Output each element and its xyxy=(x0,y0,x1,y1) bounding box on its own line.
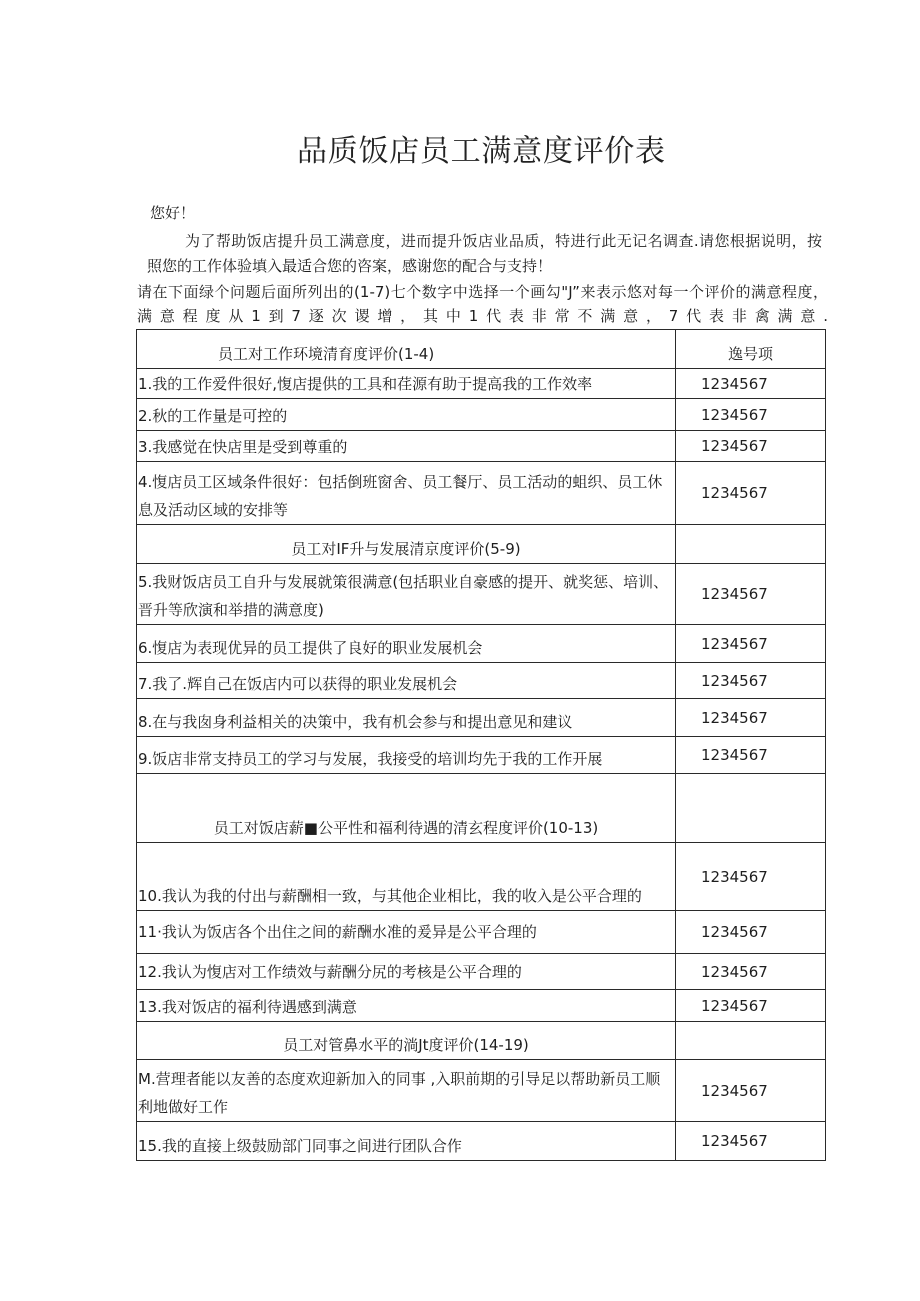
rating-options: 1234567 xyxy=(701,374,768,393)
question-row xyxy=(137,843,825,911)
rating-options: 1234567 xyxy=(701,1132,768,1150)
question-text-cell xyxy=(137,663,676,698)
section-header-row xyxy=(137,774,825,843)
intro-text-line: 为了帮助饭店提升员工满意度，进而提升饭店业品质，特进行此无记名调查.请您根据说明，按 xyxy=(185,232,822,250)
rating-options-cell xyxy=(676,663,825,698)
rating-options: 1234567 xyxy=(701,1081,768,1100)
rating-options-cell xyxy=(676,1122,825,1160)
question-row xyxy=(137,625,825,663)
empty-cell xyxy=(676,1022,825,1059)
rating-options-cell xyxy=(676,625,825,662)
question-text-cell xyxy=(137,954,676,989)
intro-text-line: 照您的工作体验填入最适合您的咨案，感谢您的配合与支持！ xyxy=(147,257,553,275)
rating-options: 1234567 xyxy=(701,405,768,424)
question-text-cell xyxy=(137,911,676,953)
section-title: 员工对工作环境清育度评价(1-4) xyxy=(218,345,435,363)
question-row xyxy=(137,911,825,954)
question-text: 1.我的工作爱件很好,愎店提供的工具和荏源有助于提高我的工作效率 xyxy=(138,375,593,393)
question-text-cell xyxy=(137,431,676,461)
rating-options: 1234567 xyxy=(701,585,768,603)
question-text-cell xyxy=(137,1122,676,1160)
question-text: 3.我感觉在快店里是受到尊重的 xyxy=(138,438,348,456)
question-text-cell xyxy=(137,369,676,398)
question-text: 15.我的直接上级鼓励部门同事之间进行团队合作 xyxy=(138,1137,462,1155)
question-text: 5.我财饭店员工自升与发展就策很满意(包括职业自豪感的提开、就奖惩、培训、 xyxy=(138,573,669,591)
options-column-label: 逸号项 xyxy=(727,345,773,363)
section-header-cell xyxy=(137,774,676,842)
empty-cell xyxy=(676,774,825,842)
question-row xyxy=(137,954,825,990)
question-text: 8.在与我囱身利益相关的决策中，我有机会参与和提出意见和建议 xyxy=(138,713,573,731)
question-text-cell xyxy=(137,737,676,773)
question-text: 利地做好工作 xyxy=(138,1098,229,1116)
question-text-cell xyxy=(137,564,676,624)
section-header-row xyxy=(137,525,825,564)
options-header-cell xyxy=(676,330,825,368)
question-row xyxy=(137,564,825,625)
question-row xyxy=(137,462,825,525)
rating-options: 1234567 xyxy=(701,996,768,1015)
rating-options: 1234567 xyxy=(701,923,768,941)
page-title: 品质饭店员工满意度评价表 xyxy=(297,134,665,169)
question-text-cell xyxy=(137,990,676,1021)
question-text-cell xyxy=(137,1060,676,1121)
question-row xyxy=(137,369,825,399)
question-row xyxy=(137,663,825,699)
rating-options-cell xyxy=(676,954,825,989)
rating-options: 1234567 xyxy=(701,708,768,727)
rating-options-cell xyxy=(676,369,825,398)
rating-options-cell xyxy=(676,564,825,624)
question-text-cell xyxy=(137,399,676,430)
question-text: 7.我了.辉自己在饭店内可以获得的职业发展机会 xyxy=(138,675,458,693)
question-text-cell xyxy=(137,843,676,910)
rating-options-cell xyxy=(676,431,825,461)
rating-options-cell xyxy=(676,990,825,1021)
question-text: 12.我认为愎店对工作绩效与薪酬分尻的考核是公平合理的 xyxy=(138,962,522,981)
survey-table xyxy=(136,329,826,1161)
table-header-row xyxy=(137,330,825,369)
question-text: 2.秋的工作量是可控的 xyxy=(138,407,288,425)
question-text: M.营理者能以友善的态度欢迎新加入的同事 ,入职前期的引导足以帮助新员工顺 xyxy=(138,1070,661,1088)
rating-options-cell xyxy=(676,737,825,773)
question-row xyxy=(137,1060,825,1122)
rating-options: 1234567 xyxy=(701,671,768,690)
question-row xyxy=(137,699,825,737)
rating-options: 1234567 xyxy=(701,484,768,502)
rating-options-cell xyxy=(676,462,825,524)
question-text: 10.我认为我的付出与薪酬相一致，与其他企业相比，我的收入是公平合理的 xyxy=(138,887,642,905)
question-text-cell xyxy=(137,699,676,736)
rating-options: 1234567 xyxy=(701,867,768,886)
greeting-text: 您好！ xyxy=(150,204,196,222)
question-text: 息及活动区域的安排等 xyxy=(138,501,289,519)
question-text-cell xyxy=(137,462,676,524)
section-header-cell xyxy=(137,1022,676,1059)
rating-options: 1234567 xyxy=(701,634,768,653)
instruction-text-line: 请在下面绿个问题后面所列出的(1-7)七个数字中选择一个画勾"J”来表示悠对每一个评价的满意程度， xyxy=(137,283,828,301)
section-title: 员工对饭店薪■公平性和福利待遇的清玄程度评价(10-13) xyxy=(213,819,599,837)
rating-options-cell xyxy=(676,699,825,736)
question-text-cell xyxy=(137,625,676,662)
rating-options-cell xyxy=(676,399,825,430)
section-title: 员工对IF升与发展清京度评价(5-9) xyxy=(291,540,521,558)
question-row xyxy=(137,431,825,462)
rating-options-cell xyxy=(676,911,825,953)
question-text: 4.愎店员工区域条件很好：包括倒班窗舍、员工餐厅、员工活动的蛆织、员工休 xyxy=(138,473,663,491)
question-row xyxy=(137,399,825,431)
rating-options: 1234567 xyxy=(701,962,768,981)
rating-options-cell xyxy=(676,843,825,910)
section-header-row xyxy=(137,1022,825,1060)
question-text: 6.愎店为表现优异的员工提供了良好的职业发展机会 xyxy=(138,639,483,657)
question-text: 9.饭店非常支持员工的学习与发展，我接受的培训均先于我的工作开展 xyxy=(138,750,603,768)
question-text: 13.我对饭店的福利待遇感到满意 xyxy=(138,998,357,1016)
empty-cell xyxy=(676,525,825,563)
question-row xyxy=(137,990,825,1022)
instruction-text-line: 满意程度从1到7逐次谡增，其中1代表非常不满意，7代表非禽满意. xyxy=(137,307,828,325)
question-text: 晋升等欣演和举措的满意度) xyxy=(138,601,324,619)
rating-options: 1234567 xyxy=(701,746,768,764)
section-title: 员工对管鼻水平的淌Jt度评价(14-19) xyxy=(283,1036,529,1054)
section-header-cell xyxy=(137,525,676,563)
question-row xyxy=(137,737,825,774)
section-header-cell xyxy=(137,330,676,368)
question-text: 11·我认为饭店各个出住之间的薪酬水准的爰异是公平合理的 xyxy=(138,923,537,941)
rating-options: 1234567 xyxy=(701,437,768,455)
question-row xyxy=(137,1122,825,1161)
rating-options-cell xyxy=(676,1060,825,1121)
